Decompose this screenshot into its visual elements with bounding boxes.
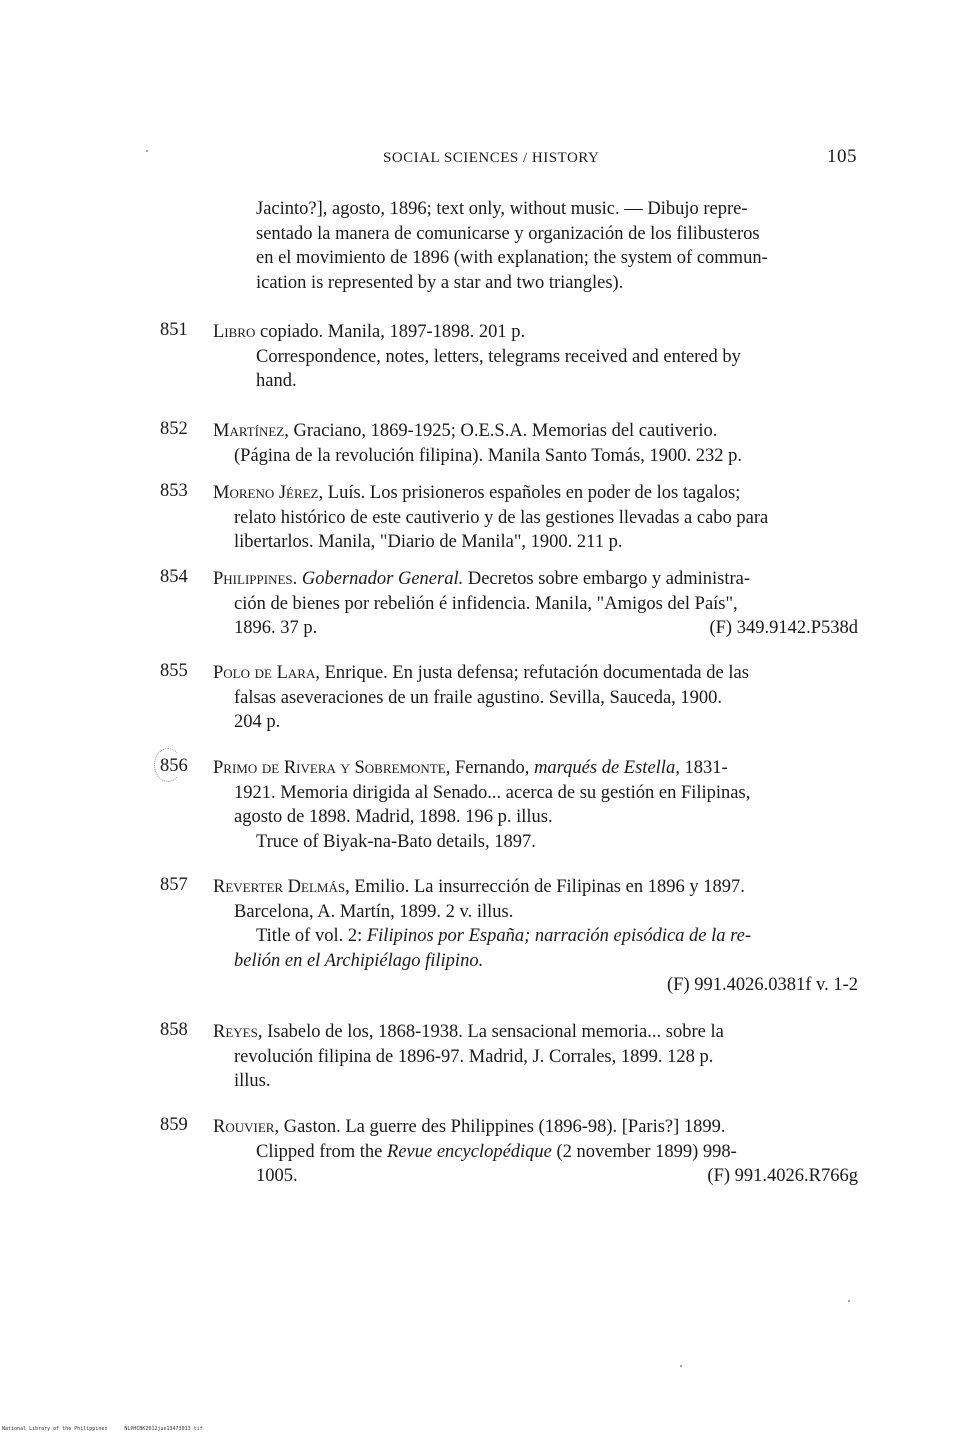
- entry-text: , Fernando,: [445, 758, 535, 778]
- entry-text: , Enrique. En justa defensa; refutación documentada de las: [315, 663, 749, 683]
- entry-text: (Página de la revolución filipina). Manila Santo Tomás, 1900. 232 p.: [234, 445, 743, 466]
- entry-author: Philippines.: [213, 569, 298, 589]
- call-number: (F) 991.4026.0381f v. 1-2: [667, 975, 858, 995]
- running-title: SOCIAL SCIENCES / HISTORY: [383, 150, 600, 166]
- entry-note: (2 november 1899) 998-: [551, 1141, 737, 1162]
- footer-library: National Library of the Philippines: [2, 1426, 108, 1432]
- text-line: ication is represented by a star and two triangles).: [256, 272, 624, 293]
- entry-857: [213, 875, 858, 998]
- entry-text: , Luís. Los prisioneros españoles en poder de los tagalos;: [318, 483, 741, 503]
- entry-note: Title of vol. 2:: [256, 926, 367, 946]
- page-number: 105: [827, 146, 857, 167]
- entry-text: falsas aseveraciones de un fraile agustino. Sevilla, Sauceda, 1900.: [234, 687, 723, 708]
- entry-text: Barcelona, A. Martín, 1899. 2 v. illus.: [234, 901, 514, 922]
- entry-text: 1831-: [679, 758, 728, 778]
- entry-text: libertarlos. Manila, "Diario de Manila", 1900. 211 p.: [234, 532, 623, 552]
- scan-footer: [2, 1426, 203, 1432]
- entry-text: , Graciano, 1869-1925; O.E.S.A. Memorias del cautiverio.: [284, 421, 718, 441]
- entry-author: Rouvier: [213, 1117, 275, 1137]
- entry-854: [213, 567, 858, 641]
- entry-text: , Emilio. La insurrección de Filipinas en 1896 y 1897.: [345, 877, 745, 897]
- entry-text: illus.: [234, 1071, 271, 1091]
- entry-volume-title: Filipinos por España; narración episódica de la re-: [366, 926, 752, 946]
- entry-note: 1005.: [256, 1166, 298, 1186]
- entry-note: Correspondence, notes, letters, telegrams received and entered by: [256, 346, 741, 367]
- entry-text: , Gaston. La guerre des Philippines (1896-98). [Paris?] 1899.: [274, 1117, 726, 1137]
- entry-number: 853: [160, 481, 188, 501]
- entry-author: Reverter Delmás: [213, 877, 346, 897]
- entry-text: ción de bienes por rebelión é infidencia. Manila, "Amigos del País",: [234, 593, 738, 614]
- entry-text: 1921. Memoria dirigida al Senado... acerca de su gestión en Filipinas,: [234, 782, 751, 803]
- continuation-text: [256, 197, 856, 295]
- text-line: en el movimiento de 1896 (with explanation; the system of commun-: [256, 248, 768, 268]
- entry-text: Decretos sobre embargo y administra-: [463, 569, 751, 589]
- scan-speck: [848, 1300, 850, 1302]
- entry-note: hand.: [256, 371, 297, 391]
- entry-note: Truce of Biyak-na-Bato details, 1897.: [256, 831, 536, 852]
- entry-text: copiado. Manila, 1897-1898. 201 p.: [255, 322, 526, 342]
- scan-speck: [680, 1365, 682, 1367]
- entry-number: 859: [160, 1115, 188, 1135]
- footer-scan-id: NLPHCBK2012jun13473013 tif: [124, 1426, 203, 1432]
- entry-author: Reyes: [213, 1022, 258, 1042]
- entry-text: , Isabelo de los, 1868-1938. La sensacional memoria... sobre la: [257, 1022, 724, 1042]
- entry-author: Moreno Jérez: [213, 483, 319, 503]
- entry-number: 854: [160, 567, 188, 587]
- entry-text: 1896. 37 p.: [234, 618, 318, 638]
- entry-author: Primo de Rivera y Sobremonte: [213, 758, 446, 778]
- entry-number: 856: [160, 756, 188, 776]
- entry-note: Clipped from the: [256, 1141, 388, 1162]
- entry-number: 858: [160, 1020, 188, 1040]
- entry-number: 855: [160, 661, 188, 681]
- entry-851: [213, 320, 858, 394]
- entry-number: 851: [160, 320, 188, 340]
- entry-855: [213, 661, 858, 735]
- entry-859: [213, 1115, 858, 1189]
- entry-text: relato histórico de este cautiverio y de las gestiones llevadas a cabo para: [234, 507, 769, 528]
- page-header: [383, 148, 857, 172]
- text-line: sentado la manera de comunicarse y organización de los filibusteros: [256, 223, 760, 244]
- entry-856: [213, 756, 858, 854]
- entry-corporate-author: Gobernador General.: [301, 569, 464, 589]
- entry-852: [213, 419, 858, 468]
- entry-volume-title: belión en el Archipiélago filipino.: [234, 950, 484, 971]
- scan-speck: [146, 150, 148, 152]
- entry-author: Polo de Lara: [213, 663, 316, 683]
- entry-number: 852: [160, 419, 188, 439]
- entry-text: 204 p.: [234, 712, 281, 732]
- call-number: (F) 991.4026.R766g: [707, 1166, 858, 1186]
- entry-journal-title: Revue encyclopédique: [387, 1141, 552, 1162]
- text-line: Jacinto?], agosto, 1896; text only, without music. — Dibujo repre-: [256, 199, 748, 219]
- entry-number: 857: [160, 875, 188, 895]
- entry-text: agosto de 1898. Madrid, 1898. 196 p. illus.: [234, 807, 553, 827]
- entry-title-of-nobility: marqués de Estella,: [534, 758, 680, 778]
- entry-853: [213, 481, 858, 555]
- entry-author: Libro: [213, 322, 256, 342]
- entry-858: [213, 1020, 858, 1094]
- entry-author: Martínez: [213, 421, 285, 441]
- call-number: (F) 349.9142.P538d: [709, 618, 858, 638]
- entry-text: revolución filipina de 1896-97. Madrid, J. Corrales, 1899. 128 p.: [234, 1046, 714, 1067]
